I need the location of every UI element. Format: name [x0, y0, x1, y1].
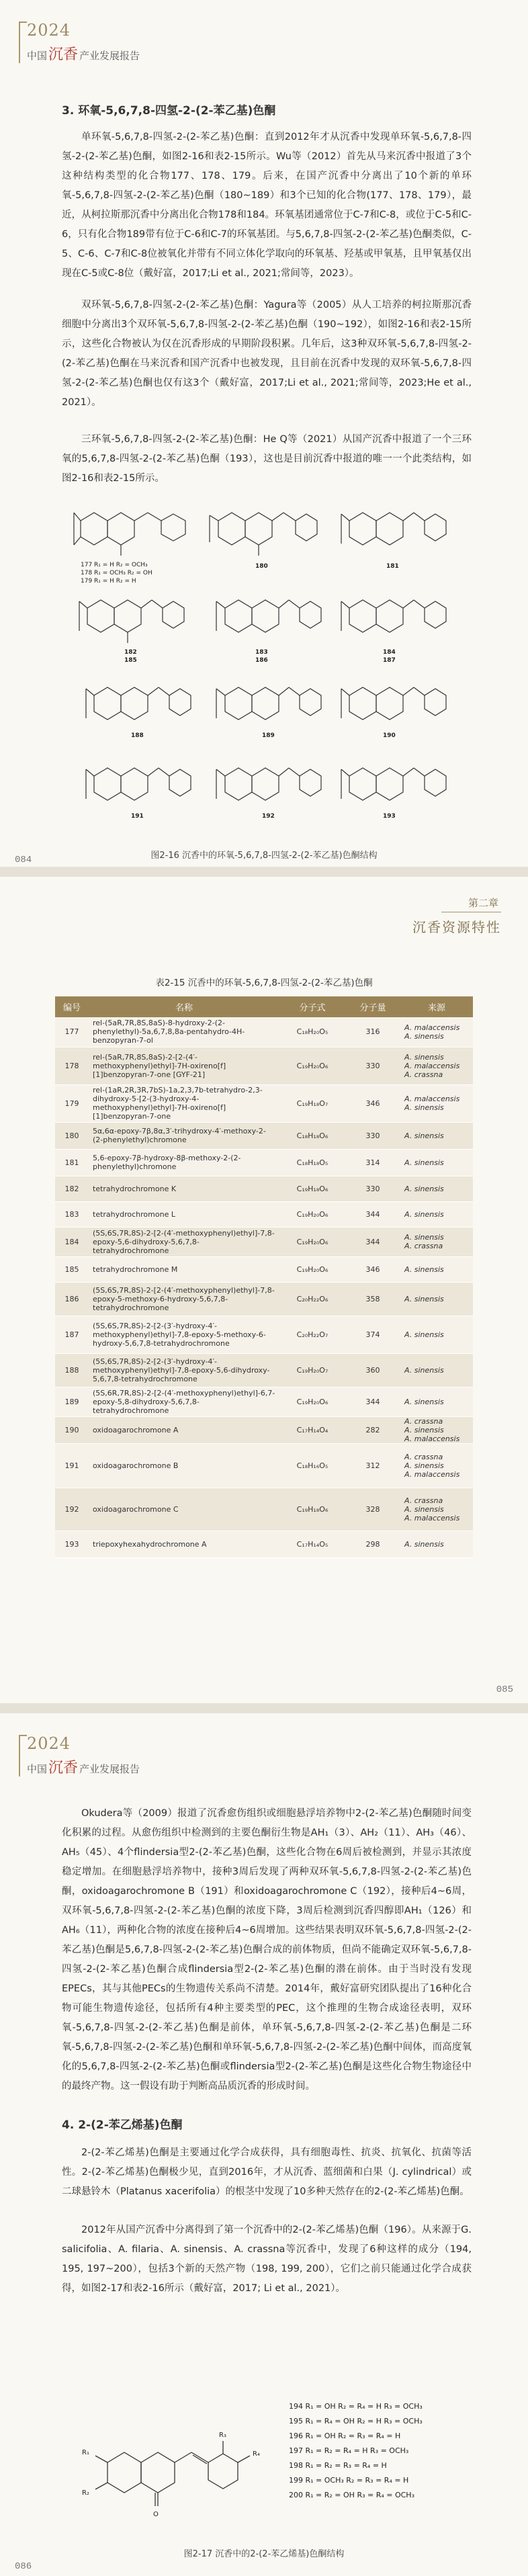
source-species: A. crassna	[404, 1242, 443, 1250]
source-species: A. malaccensis	[404, 1023, 460, 1032]
cell-formula: C₁₉H₁₈O₇	[279, 1084, 345, 1122]
cell-name: (5S,6S,7R,8S)-2-[2-(3′-hydroxy-4′-methoxyphenyl)ethyl]-7,8-epoxy-5-methoxy-6-hydroxy-5,6,7,8-tetrahydrochromone	[89, 1316, 279, 1353]
col-header: 分子式	[279, 996, 345, 1017]
source-species: A. sinensis	[404, 1397, 444, 1406]
chapter-label: 第二章	[441, 896, 501, 912]
cell-molecular-weight: 344	[345, 1227, 400, 1256]
table-row	[55, 1488, 473, 1531]
table-row	[55, 1387, 473, 1416]
structure-189	[86, 687, 191, 720]
table-row	[55, 1201, 473, 1227]
cell-name: oxidoagarochromone C	[89, 1488, 279, 1531]
source-species: A. sinensis	[404, 1365, 444, 1375]
table-header-row	[55, 996, 473, 1017]
page-number: 086	[15, 2561, 32, 2572]
label-199: 199 R₁ = OCH₃ R₂ = R₃ = R₄ = H	[289, 2476, 409, 2485]
cell-source	[400, 1017, 473, 1047]
cell-number: 178	[55, 1047, 89, 1084]
page-086	[0, 1713, 528, 2576]
label-182: 182	[124, 649, 137, 656]
cell-formula: C₁₉H₁₈O₆	[279, 1176, 345, 1201]
source-species: A. sinensis	[404, 1131, 444, 1140]
source-species: A. sinensis	[404, 1294, 444, 1303]
label-192: 192	[262, 813, 275, 820]
header-title-post: 产业发展报告	[79, 50, 140, 62]
table-row	[55, 1017, 473, 1047]
structure-181	[341, 513, 446, 545]
paragraph: Okudera等（2009）报道了沉香愈伤组织或细胞悬浮培养物中2-(2-苯乙基)色酮随时间变化积累的过程。从愈伤组织中检测到的主要色酮衍生物是AH₁（3）、AH₂（11）、AH₃（46）、AH₅（45）、4个flindersia型2-(2-苯乙基)色酮，这些化合物在6周后被检测到，并显示其浓度稳定增加。在细胞悬浮培养物中，接种3周后发现了两种双环氧-5,6,7,8-四氢-2-(2-苯乙基)色酮，oxidoagarochromone B（191）和oxidoagarochromone C（192），接种后4~6周，双环氧-5,6,7,8-四氢-2-(2-苯乙基)色酮的浓度下降，3周后检测到沉香四醇即AH₁（126）和AH₆（11），两种化合物的浓度在接种后4~6周增加。这些结果表明双环氧-5,6,7,8-四氢-2-(2-苯乙基)色酮是5,6,7,8-四氢-2-(2-苯乙基)色酮合成的前体物质，但尚不能确定双环氧-5,6,7,8-四氢-2-(2-苯乙基)色酮合成flindersia型2-(2-苯乙基)色酮的潜在前体。由于当时没有发现EPECs，其与其他PECs的生物遗传关系尚不清楚。2014年，戴好富研究团队提出了16种化合物可能生物遗传途径，包括所有4种主要类型的PEC，这个推理的生物合成途径表明，双环氧-5,6,7,8-四氢-2-(2-苯乙基)色酮是前体，单环氧-5,6,7,8-四氢-2-(2-苯乙基)色酮是二环氧-5,6,7,8-四氢-2-(2-苯乙基)色酮和单环氧-5,6,7,8-四氢-2-(2-苯乙基)色酮中间体，而高度氧化的5,6,7,8-四氢-2-(2-苯乙基)色酮或flindersia型2-(2-苯乙基)色酮是这些化合物生物途径中的最终产物。这一假设有助于判断高品质沉香的形成时间。	[62, 1808, 472, 2092]
table-caption: 表2-15 沉香中的环氧-5,6,7,8-四氢-2-(2-苯乙基)色酮	[155, 978, 373, 988]
structure-182-184	[79, 600, 184, 643]
cell-name: rel-(5aR,7R,8S,8aS)-8-hydroxy-2-(2-phenylethyl)-5a,6,7,8,8a-pentahydro-4H-benzopyran-7-ol	[89, 1017, 279, 1047]
page-gap	[0, 1703, 528, 1713]
source-species: A. crassna	[404, 1070, 443, 1079]
figure-caption: 图2-17 沉香中的2-(2-苯乙烯基)色酮结构	[183, 2549, 345, 2559]
source-species: A. sinensis	[404, 1103, 444, 1112]
header-year: 2024	[27, 1734, 71, 1753]
cell-molecular-weight: 328	[345, 1488, 400, 1531]
page-085	[0, 877, 528, 1703]
cell-source	[400, 1256, 473, 1282]
cell-formula: C₁₉H₂₀O₆	[279, 1227, 345, 1256]
source-species: A. sinensis	[404, 1209, 444, 1219]
cell-formula: C₂₀H₂₂O₆	[279, 1282, 345, 1316]
cell-molecular-weight: 344	[345, 1387, 400, 1416]
header-title-post: 产业发展报告	[79, 1763, 140, 1775]
cell-number: 188	[55, 1353, 89, 1387]
running-header	[27, 1735, 140, 1777]
paragraph: 三环氧-5,6,7,8-四氢-2-(2-苯乙基)色酮：He Q等（2021）从国产沉香中报道了一个三环氧的5,6,7,8-四氢-2-(2-苯乙基)色酮（193），这也是目前沉香中报道的唯一一个此类结构，如图2-16和表2-15所示。	[62, 434, 472, 484]
page-gap	[0, 867, 528, 877]
paragraph: 2012年从国产沉香中分离得到了第一个沉香中的2-(2-苯乙烯基)色酮（196）。从来源于G. salicifolia、A. filaria、A. sinensis、A. crassna等沉香中，发现了6种这样的成分（194, 195, 197~200），包括3个新的天然产物（198, 199, 200），它们之前只能通过化学合成获得，如图2-17和表2-16所示（戴好富，2017; Li et al., 2021）。	[62, 2225, 472, 2294]
cell-name: oxidoagarochromone B	[89, 1443, 279, 1488]
svg-text:R₃: R₃	[219, 2432, 226, 2439]
cell-number: 183	[55, 1201, 89, 1227]
cell-formula: C₁₇H₁₄O₅	[279, 1531, 345, 1557]
cell-formula: C₁₉H₂₀O₆	[279, 1256, 345, 1282]
source-species: A. sinensis	[404, 1158, 444, 1167]
cell-source	[400, 1282, 473, 1316]
header-title-pre: 中国	[27, 1763, 48, 1775]
table-row	[55, 1084, 473, 1122]
label-196: 196 R₁ = OH R₂ = R₃ = R₄ = H	[289, 2432, 401, 2440]
source-species: A. sinensis	[404, 1233, 444, 1242]
cell-name: tetrahydrochromone M	[89, 1256, 279, 1282]
cell-molecular-weight: 312	[345, 1443, 400, 1488]
cell-name: tetrahydrochromone L	[89, 1201, 279, 1227]
structure-extra-1	[86, 768, 191, 800]
col-header: 分子量	[345, 996, 400, 1017]
cell-source	[400, 1149, 473, 1176]
cell-name: 5,6-epoxy-7β-hydroxy-8β-methoxy-2-(2-phenylethyl)chromone	[89, 1149, 279, 1176]
page-084	[0, 0, 528, 867]
structure-177-179	[74, 513, 185, 556]
cell-source	[400, 1084, 473, 1122]
table-row	[55, 1353, 473, 1387]
source-species: A. crassna	[404, 1452, 443, 1461]
table-row	[55, 1416, 473, 1443]
styrylchromone-skeleton	[95, 2441, 250, 2506]
header-title	[27, 1756, 140, 1777]
cell-name: (5S,6R,7R,8S)-2-[2-(4′-methoxyphenyl)ethyl]-6,7-epoxy-5,8-dihydroxy-5,6,7,8-tetrahydrochromone	[89, 1387, 279, 1416]
cell-source	[400, 1488, 473, 1531]
cell-number: 179	[55, 1084, 89, 1122]
source-species: A. crassna	[404, 1496, 443, 1505]
source-species: A. sinensis	[404, 1461, 444, 1470]
structure-193	[341, 687, 446, 720]
col-header: 编号	[55, 996, 89, 1017]
cell-number: 180	[55, 1122, 89, 1149]
structure-180	[210, 513, 317, 556]
source-species: A. sinensis	[404, 1330, 444, 1339]
svg-text:R₄: R₄	[253, 2450, 260, 2458]
label-198: 198 R₁ = R₂ = R₃ = R₄ = H	[289, 2461, 387, 2470]
cell-source	[400, 1047, 473, 1084]
cell-source	[400, 1443, 473, 1488]
cell-source	[400, 1353, 473, 1387]
structure-extra-2	[216, 768, 321, 800]
label-183: 183	[255, 649, 268, 656]
source-species: A. sinensis	[404, 1184, 444, 1193]
cell-name: tetrahydrochromone K	[89, 1176, 279, 1201]
figure-2-17-labels	[289, 2402, 423, 2499]
label-188: 188	[131, 732, 144, 739]
header-title-big: 沉香	[48, 46, 79, 63]
cell-molecular-weight: 298	[345, 1531, 400, 1557]
cell-number: 191	[55, 1443, 89, 1488]
chapter-header	[412, 896, 501, 936]
paragraph: 双环氧-5,6,7,8-四氢-2-(2-苯乙基)色酮：Yagura等（2005）从人工培养的柯拉斯那沉香细胞中分离出3个双环氧-5,6,7,8-四氢-2-(2-苯乙基)色酮（190~192），如图2-16和表2-15所示，这些化合物被认为仅在沉香形成的早期阶段积累。几年后，这3种双环氧-5,6,7,8-四氢-2-(2-苯乙基)色酮在马来沉香和国产沉香中也被发现，且目前在沉香中发现的双环氧-5,6,7,8-四氢-2-(2-苯乙基)色酮也仅有这3个（戴好富，2017;Li et al., 2021;常间等，2023;He et al., 2021）。	[62, 300, 472, 408]
label-197: 197 R₁ = R₂ = R₄ = H R₃ = OCH₃	[289, 2446, 409, 2455]
source-species: A. crassna	[404, 1416, 443, 1426]
cell-molecular-weight: 360	[345, 1353, 400, 1387]
source-species: A. sinensis	[404, 1031, 444, 1041]
cell-molecular-weight: 316	[345, 1017, 400, 1047]
header-title	[27, 43, 140, 64]
cell-name: oxidoagarochromone A	[89, 1416, 279, 1443]
header-title-pre: 中国	[27, 50, 48, 62]
structure-186-188	[341, 600, 446, 632]
source-species: A. sinensis	[404, 1539, 444, 1549]
cell-molecular-weight: 358	[345, 1282, 400, 1316]
label-178: 178 R₁ = OCH₃ R₂ = OH	[81, 570, 152, 576]
structure-185	[216, 600, 321, 632]
cell-formula: C₂₀H₂₂O₇	[279, 1316, 345, 1353]
source-species: A. sinensis	[404, 1504, 444, 1514]
cell-source	[400, 1316, 473, 1353]
chemical-structures-figure-2-17	[67, 2389, 464, 2536]
table-row	[55, 1122, 473, 1149]
cell-number: 185	[55, 1256, 89, 1282]
cell-source	[400, 1416, 473, 1443]
header-bracket	[19, 22, 27, 63]
cell-molecular-weight: 346	[345, 1084, 400, 1122]
source-species: A. malaccensis	[404, 1513, 460, 1522]
label-184: 184	[383, 649, 396, 656]
structure-190-192	[216, 687, 321, 720]
label-193: 193	[383, 813, 396, 820]
cell-formula: C₁₈H₁₈O₆	[279, 1122, 345, 1149]
cell-source	[400, 1176, 473, 1201]
cell-name: rel-(1aR,2R,3R,7bS)-1a,2,3,7b-tetrahydro-2,3-dihydroxy-5-[2-(3-hydroxy-4-methoxyphenyl)ethyl]-7H-oxireno[f][1]benzopyran-7-one	[89, 1084, 279, 1122]
page-number: 084	[15, 855, 32, 865]
source-species: A. sinensis	[404, 1425, 444, 1434]
label-200: 200 R₁ = R₂ = OH R₃ = R₄ = OCH₃	[289, 2491, 414, 2499]
table-row	[55, 1256, 473, 1282]
cell-name: (5S,6S,7R,8S)-2-[2-(4′-methoxyphenyl)ethyl]-7,8-epoxy-5-methoxy-6-hydroxy-5,6,7,8-tetrahydrochromone	[89, 1282, 279, 1316]
source-species: A. sinensis	[404, 1264, 444, 1274]
header-title-big: 沉香	[48, 1760, 79, 1776]
compound-table	[55, 996, 473, 1558]
col-header: 名称	[89, 996, 279, 1017]
svg-text:O: O	[153, 2511, 159, 2518]
cell-formula: C₁₉H₂₀O₇	[279, 1353, 345, 1387]
cell-number: 182	[55, 1176, 89, 1201]
figure-caption: 图2-16 沉香中的环氧-5,6,7,8-四氢-2-(2-苯乙基)色酮结构	[150, 851, 378, 861]
table-row	[55, 1443, 473, 1488]
svg-text:R₁: R₁	[82, 2449, 89, 2456]
label-180: 180	[255, 563, 268, 570]
cell-source	[400, 1201, 473, 1227]
cell-name: (5S,6S,7R,8S)-2-[2-(3′-hydroxy-4′-methoxyphenyl)ethyl]-7,8-epoxy-5,6-dihydroxy-5,6,7,8-tetrahydrochromone	[89, 1353, 279, 1387]
label-190: 190	[383, 732, 396, 739]
cell-name: (5S,6S,7R,8S)-2-[2-(4′-methoxyphenyl)ethyl]-7,8-epoxy-5,6-dihydroxy-5,6,7,8-tetrahydrochromone	[89, 1227, 279, 1256]
source-species: A. malaccensis	[404, 1094, 460, 1103]
cell-formula: C₁₈H₂₀O₅	[279, 1017, 345, 1047]
cell-number: 190	[55, 1416, 89, 1443]
cell-number: 177	[55, 1017, 89, 1047]
cell-number: 193	[55, 1531, 89, 1557]
cell-formula: C₁₈H₁₈O₅	[279, 1149, 345, 1176]
table-row	[55, 1282, 473, 1316]
cell-molecular-weight: 314	[345, 1149, 400, 1176]
source-species: A. malaccensis	[404, 1434, 460, 1443]
chemical-structures-figure-2-16	[67, 494, 464, 843]
cell-formula: C₁₈H₁₆O₅	[279, 1443, 345, 1488]
paragraph: 单环氧-5,6,7,8-四氢-2-(2-苯乙基)色酮：直到2012年才从沉香中发现单环氧-5,6,7,8-四氢-2-(2-苯乙基)色酮，如图2-16和表2-15所示。Wu等（2012）首先从马来沉香中报道了3个这种结构类型的化合物177、178、179。后来，在国产沉香中分离出了10个新的单环氧-5,6,7,8-四氢-2-(2-苯乙基)色酮（180~189）和3个已知的化合物(177、178、179），最近，从柯拉斯那沉香中分离出化合物178和184。环氧基团通常位于C-7和C-8，或位于C-5和C-6，只有化合物189带有位于C-6和C-7的环氧基团。与5,6,7,8-四氢-2-(2-苯乙基)色酮类似，C-5、C-6、C-7和C-8位被氧化并带有不同立体化学取向的环氧基、羟基或甲氧基，且甲氧基仅出现在C-5或C-8位（戴好富，2017;Li et al., 2021;常间等，2023）。	[62, 132, 472, 279]
source-species: A. malaccensis	[404, 1469, 460, 1479]
cell-source	[400, 1122, 473, 1149]
cell-molecular-weight: 330	[345, 1122, 400, 1149]
cell-formula: C₁₉H₂₀O₆	[279, 1047, 345, 1084]
col-header: 来源	[400, 996, 473, 1017]
label-179: 179 R₁ = H R₂ = H	[81, 578, 136, 585]
label-195: 195 R₁ = R₄ = OH R₂ = H R₃ = OCH₃	[289, 2417, 423, 2425]
cell-number: 184	[55, 1227, 89, 1256]
cell-source	[400, 1387, 473, 1416]
cell-source	[400, 1531, 473, 1557]
table-row	[55, 1047, 473, 1084]
cell-formula: C₁₉H₁₈O₆	[279, 1488, 345, 1531]
table-row	[55, 1316, 473, 1353]
source-species: A. sinensis	[404, 1052, 444, 1062]
section-heading: 4. 2-(2-苯乙烯基)色酮	[62, 2118, 183, 2132]
header-year: 2024	[27, 21, 71, 40]
label-181: 181	[386, 563, 399, 570]
section-heading: 3. 环氧-5,6,7,8-四氢-2-(2-苯乙基)色酮	[62, 104, 276, 118]
label-189: 189	[262, 732, 275, 739]
cell-number: 181	[55, 1149, 89, 1176]
cell-name: rel-(5aR,7R,8S,8aS)-2-[2-(4′-methoxyphenyl)ethyl]-7H-oxireno[f][1]benzopyran-7-one [GYF-21]	[89, 1047, 279, 1084]
cell-formula: C₁₇H₁₄O₄	[279, 1416, 345, 1443]
cell-formula: C₁₉H₂₀O₆	[279, 1201, 345, 1227]
table-body	[55, 1017, 473, 1557]
cell-molecular-weight: 282	[345, 1416, 400, 1443]
label-186: 186	[255, 657, 268, 664]
paragraph: 2-(2-苯乙烯基)色酮是主要通过化学合成获得，具有细胞毒性、抗炎、抗氧化、抗菌等活性。2-(2-苯乙烯基)色酮极少见，直到2016年，才从沉香、蓝细菌和白果（J. cylindrical）或二球悬铃木（Platanus xacerifolia）的根茎中发现了10多种天然存在的2-(2-苯乙烯基)色酮。	[62, 2147, 472, 2197]
structure-extra-3	[341, 768, 446, 800]
chapter-title: 沉香资源特性	[412, 919, 501, 935]
cell-formula: C₁₉H₂₀O₆	[279, 1387, 345, 1416]
cell-molecular-weight: 330	[345, 1047, 400, 1084]
cell-name: 5α,6α-epoxy-7β,8α,3′-trihydroxy-4′-methoxy-2-(2-phenylethyl)chromone	[89, 1122, 279, 1149]
label-194: 194 R₁ = OH R₂ = R₄ = H R₃ = OCH₃	[289, 2402, 423, 2411]
cell-name: triepoxyhexahydrochromone A	[89, 1531, 279, 1557]
cell-number: 189	[55, 1387, 89, 1416]
cell-molecular-weight: 330	[345, 1176, 400, 1201]
table-row	[55, 1149, 473, 1176]
header-bracket	[19, 1735, 27, 1776]
cell-molecular-weight: 344	[345, 1201, 400, 1227]
cell-number: 192	[55, 1488, 89, 1531]
running-header	[27, 22, 140, 64]
source-species: A. malaccensis	[404, 1061, 460, 1070]
svg-text:R₂: R₂	[82, 2489, 89, 2497]
label-177: 177 R₁ = H R₂ = OCH₃	[81, 562, 148, 568]
table-row	[55, 1176, 473, 1201]
label-191: 191	[131, 813, 144, 820]
cell-number: 187	[55, 1316, 89, 1353]
table-row	[55, 1227, 473, 1256]
label-185: 185	[124, 657, 137, 664]
table-row	[55, 1531, 473, 1557]
cell-number: 186	[55, 1282, 89, 1316]
cell-molecular-weight: 346	[345, 1256, 400, 1282]
label-187: 187	[383, 657, 396, 664]
cell-molecular-weight: 374	[345, 1316, 400, 1353]
page-number: 085	[496, 1684, 513, 1695]
cell-source	[400, 1227, 473, 1256]
